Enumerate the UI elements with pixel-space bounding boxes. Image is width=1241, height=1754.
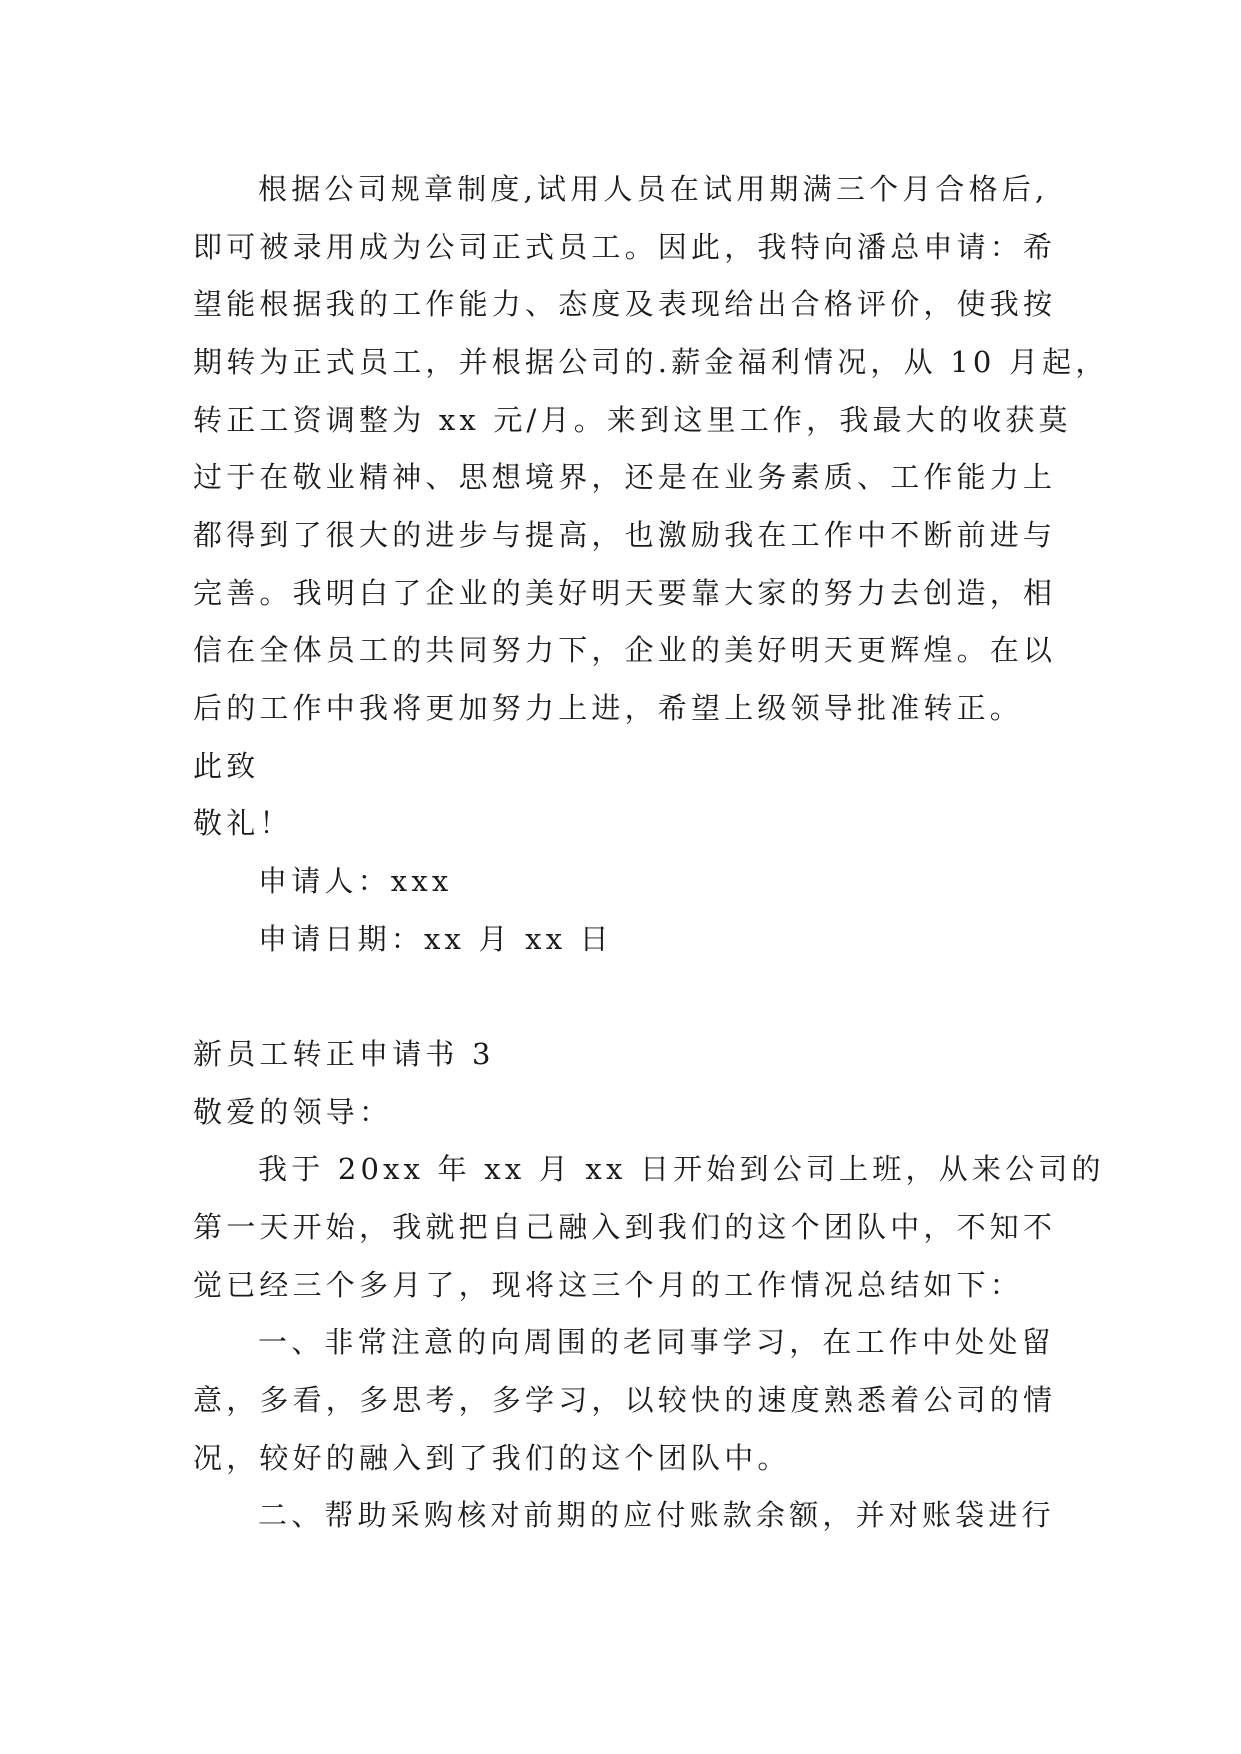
salute-text: 敬礼！ [193,806,293,840]
paragraph-line: 后的工作中我将更加努力上进，希望上级领导批准转正。 [193,691,1024,725]
closing-text: 此致 [193,749,260,783]
paragraph-line: 意，多看，多思考，多学习，以较快的速度熟悉着公司的情 [193,1383,1057,1417]
paragraph-line: 一、非常注意的向周围的老同事学习，在工作中处处留 [258,1325,1055,1359]
greeting-text: 敬爱的领导： [193,1095,393,1129]
paragraph-line: 即可被录用成为公司正式员工。因此，我特向潘总申请：希 [193,230,1057,264]
paragraph-line: 我于 20xx 年 xx 月 xx 日开始到公司上班，从来公司的 [258,1152,1105,1186]
date-line: 申请日期：xx 月 xx 日 [258,922,613,956]
paragraph-line: 都得到了很大的进步与提高，也激励我在工作中不断前进与 [193,518,1057,552]
paragraph-line: 觉已经三个多月了，现将这三个月的工作情况总结如下： [193,1268,1024,1302]
section-title: 新员工转正申请书 3 [193,1037,495,1071]
paragraph-line: 完善。我明白了企业的美好明天要靠大家的努力去创造，相 [193,576,1057,610]
paragraph-line: 况，较好的融入到了我们的这个团队中。 [193,1441,791,1475]
paragraph-line: 根据公司规章制度,试用人员在试用期满三个月合格后, [258,172,1049,206]
paragraph-line: 信在全体员工的共同努力下，企业的美好明天更辉煌。在以 [193,633,1057,667]
paragraph-line: 望能根据我的工作能力、态度及表现给出合格评价，使我按 [193,287,1057,321]
paragraph-line: 过于在敬业精神、思想境界，还是在业务素质、工作能力上 [193,460,1057,494]
paragraph-line: 二、帮助采购核对前期的应付账款余额，并对账袋进行 [258,1498,1055,1532]
applicant-line: 申请人：xxx [258,864,453,898]
paragraph-line: 期转为正式员工，并根据公司的.薪金福利情况，从 10 月起， [193,345,1109,379]
paragraph-line: 转正工资调整为 xx 元/月。来到这里工作，我最大的收获莫 [193,403,1072,437]
paragraph-line: 第一天开始，我就把自己融入到我们的这个团队中，不知不 [193,1210,1057,1244]
